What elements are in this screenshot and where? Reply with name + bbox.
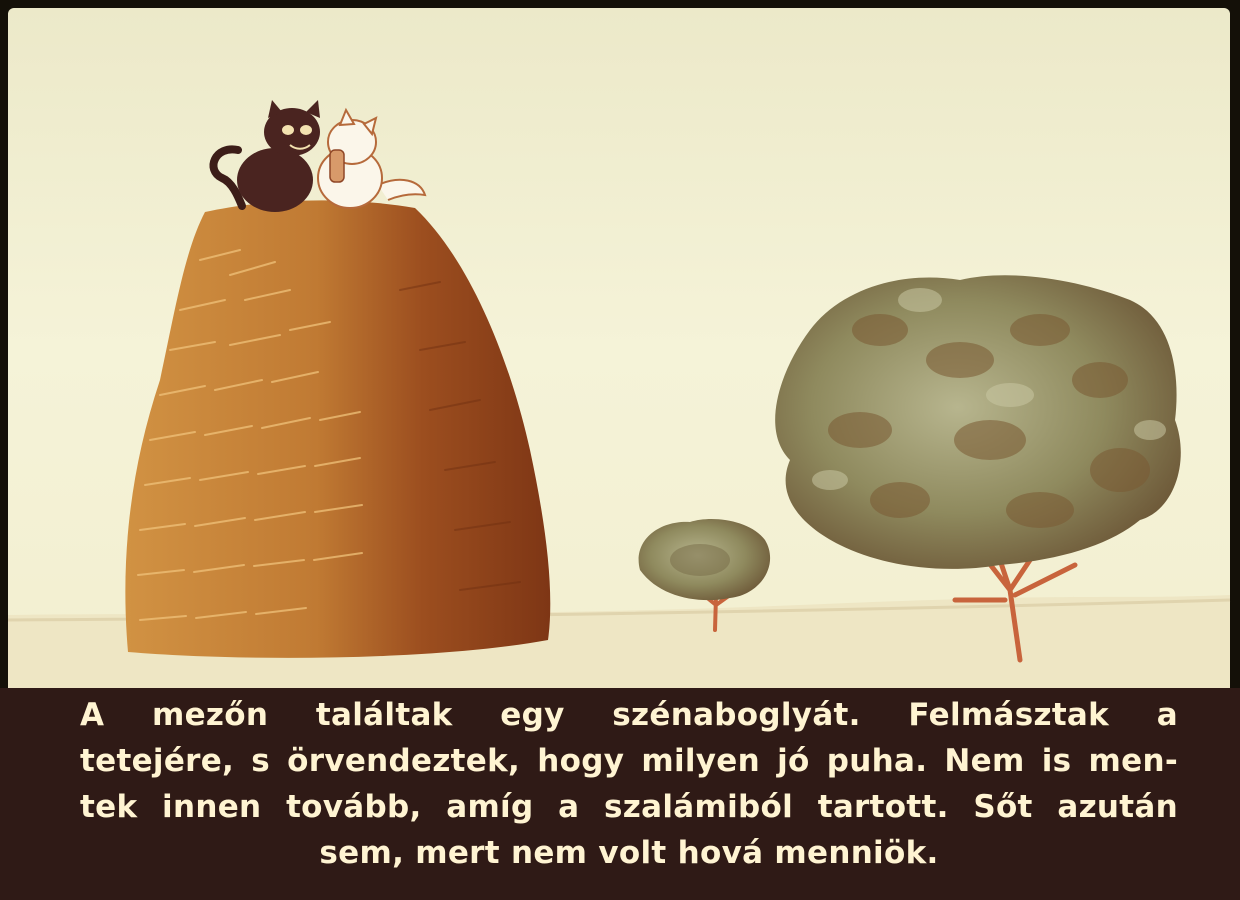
caption-line-1: A mezőn találtak egy szénaboglyát. Felmásztak a bbox=[80, 697, 1178, 733]
caption-line-3: tek innen tovább, amíg a szalámiból tartott. Sőt azután bbox=[80, 789, 1178, 825]
caption-line-4: sem, mert nem volt hová menniök. bbox=[319, 835, 939, 871]
caption-line-2: tetejére, s örvendeztek, hogy milyen jó puha. Nem is men- bbox=[80, 743, 1178, 779]
caption-text bbox=[80, 692, 1178, 876]
